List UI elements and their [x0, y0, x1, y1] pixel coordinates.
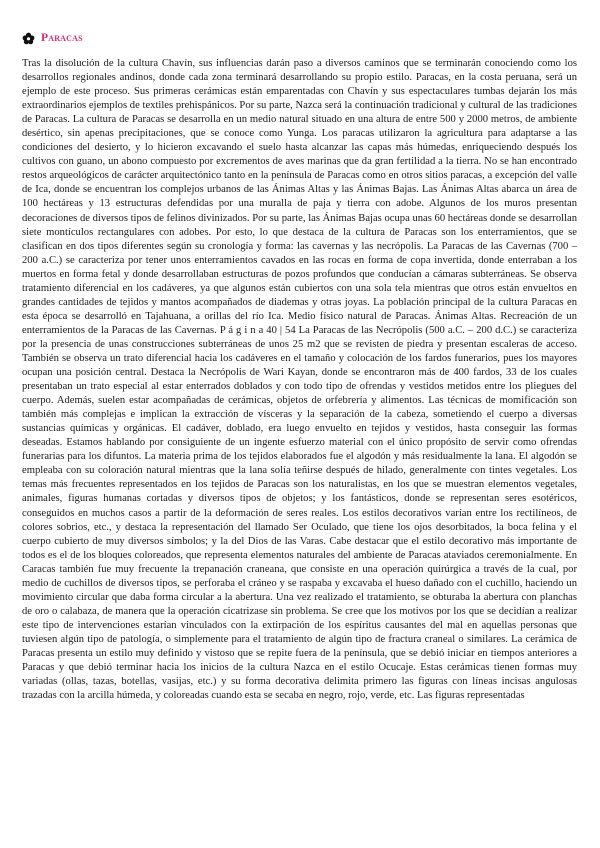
section-title: Paracas	[41, 32, 83, 44]
body-paragraph: Tras la disolución de la cultura Chavín, sus influencias darán paso a diversos caminos que se terminarán conociendo como los desarrollos regionales andinos, donde cada zona terminará desarrollando su propio estilo. Paracas, en la costa peruana, será un ejemplo de este proceso. Sus primeras cerámicas están emparentadas con Chavín y sus espectaculares tumbas dejarán los más extraordinarios ejemplos de textiles prehispánicos. Por su parte, Nazca será la continuación tradicional y cultural de las tradiciones de Paracas. La cultura de Paracas se desarrolla en un medio natural situado en una altura de entre 500 y 2000 metros, de ambiente desértico, sin apenas precipitaciones, que se conoce como Yunga. Los paracas utilizaron la agricultura para adaptarse a las condiciones del desierto, y lo hicieron excavando el suelo hasta alcanzar las capas más húmedas, enriqueciendo después los cultivos con guano, un abono compuesto por excrementos de aves marinas que da gran fertilidad a la tierra. No se han encontrado restos arqueológicos de carácter arquitectónico tanto en la península de Paracas como en otros sitios paracas, a excepción del valle de Ica, donde se encuentran los complejos urbanos de las Ánimas Altas y las Ánimas Bajas. Las Ánimas Altas abarca un área de 100 hectáreas y 13 estructuras defendidas por una muralla de paja y tierra con adobe. Algunos de los muros presentan decoraciones de diversos tipos de felinos divinizados. Por su parte, las Ánimas Bajas ocupa unas 60 hectáreas donde se desarrollan siete montículos rectangulares con adobes. Por esto, lo que destaca de la cultura de Paracas son los enterramientos, que se clasifican en dos tipos diferentes según su cronología y forma: las cavernas y las necrópolis. La Paracas de las Cavernas (700 – 200 a.C.) se caracteriza por tener unos enterramientos cavados en las rocas en forma de copa invertida, donde enterraban a los muertos en forma fetal y donde desarrollaban estructuras de pozos profundos que conducían a cámaras subterráneas. Se observa tratamiento diferencial en los cadáveres, ya que algunos están cubiertos con una sola tela mientras que otros están envueltos en grandes cantidades de tejidos y mantos acompañados de diademas y otras joyas. La población principal de la cultura Paracas en esta época se desarrolló en Tajahuana, a orillas del río Ica. Medio físico natural de Paracas. Ánimas Altas. Recreación de un enterramientos de la Paracas de las Cavernas. P á g i n a 40 | 54 La Paracas de las Necrópolis (500 a.C. – 200 d.C.) se caracteriza por la presencia de unas construcciones subterráneas de unos 25 m2 que se revisten de piedra y presentan escaleras de acceso. También se observa un trato diferencial hacia los cadáveres en el tamaño y colocación de los fardos funerarios, pues los mayores ocupan una posición central. Destaca la Necrópolis de Wari Kayan, donde se encontraron más de 400 fardos, 33 de los cuales presentaban un trato especial al estar enterrados doblados y con todo tipo de ofrendas y vestidos metidos entre los pliegues del cuerpo. Además, suelen estar acompañadas de cerámicas, objetos de orfebrería y alimentos. Las técnicas de momificación son también más complejas e implican la extracción de vísceras y la separación de la cabeza, sometiendo el cuerpo a diversas sustancias químicas y orgánicas. El cadáver, doblado, era luego envuelto en tejidos y vestidos, hasta conseguir las formas deseadas. Estamos hablando por consiguiente de un ingente esfuerzo material con el único propósito de servir como ofrendas funerarias para los difuntos. La materia prima de los tejidos elaborados fue el algodón y más residualmente la lana. El algodón se empleaba con su coloración natural mientras que la lana solía teñirse después de hilado, generalmente con tintes vegetales. Los temas más frecuentes representados en los tejidos de Paracas son los naturalistas, en los que se muestran elementos vegetales, animales, figuras humanas cortadas y diversos tipos de objetos; y los fantásticos, donde se representan seres esotéricos, conseguidos en muchos casos a partir de la deformación de seres reales. Los estilos decorativos varían entre los rectilíneos, de colores sobrios, etc., y destaca la representación del llamado Ser Oculado, que tiene los ojos desorbitados, la boca felina y el cuerpo cubierto de muy diversos símbolos; y la del Dios de las Varas. Cabe destacar que el estilo decorativo más importante de todos es el de los bloques coloreados, que representa elementos naturales del ambiente de Paracas ataviados ceremonialmente. En Caracas también fue muy frecuente la trepanación craneana, que consiste en una operación quirúrgica a través de la cual, por medio de cuchillos de diversos tipos, se perforaba el cráneo y se raspaba y excavaba el hueso dañado con el cuchillo, haciendo un movimiento circular que daba forma circular a la abertura. Una vez realizado el tratamiento, se obturaba la abertura con planchas de oro o calabaza, de manera que la operación cicatrizase sin problema. Se cree que los motivos por los que se decidían a realizar este tipo de intervenciones estarían vinculados con la extirpación de los espíritus causantes del mal en aquellas personas que tuviesen algún tipo de patología, o simplemente para el tratamiento de algún tipo de fractura craneal o similares. La cerámica de Paracas presenta un estilo muy definido y vistoso que se repite fuera de la península, que se debió iniciar en tiempos anteriores a Paracas y que debió terminar hacia los inicios de la cultura Nazca en el estilo Ocucaje. Estas cerámicas tienen formas muy variadas (ollas, tazas, botellas, vasijas, etc.) y su forma decorativa delimita primero las figuras con líneas incisas angulosas trazadas con la arcilla húmeda, y coloreadas cuando esta se secaba en negro, rojo, verde, etc. Las figuras representadas	[22, 58, 577, 702]
flower-bullet-icon	[22, 32, 35, 45]
section-header	[22, 29, 83, 47]
